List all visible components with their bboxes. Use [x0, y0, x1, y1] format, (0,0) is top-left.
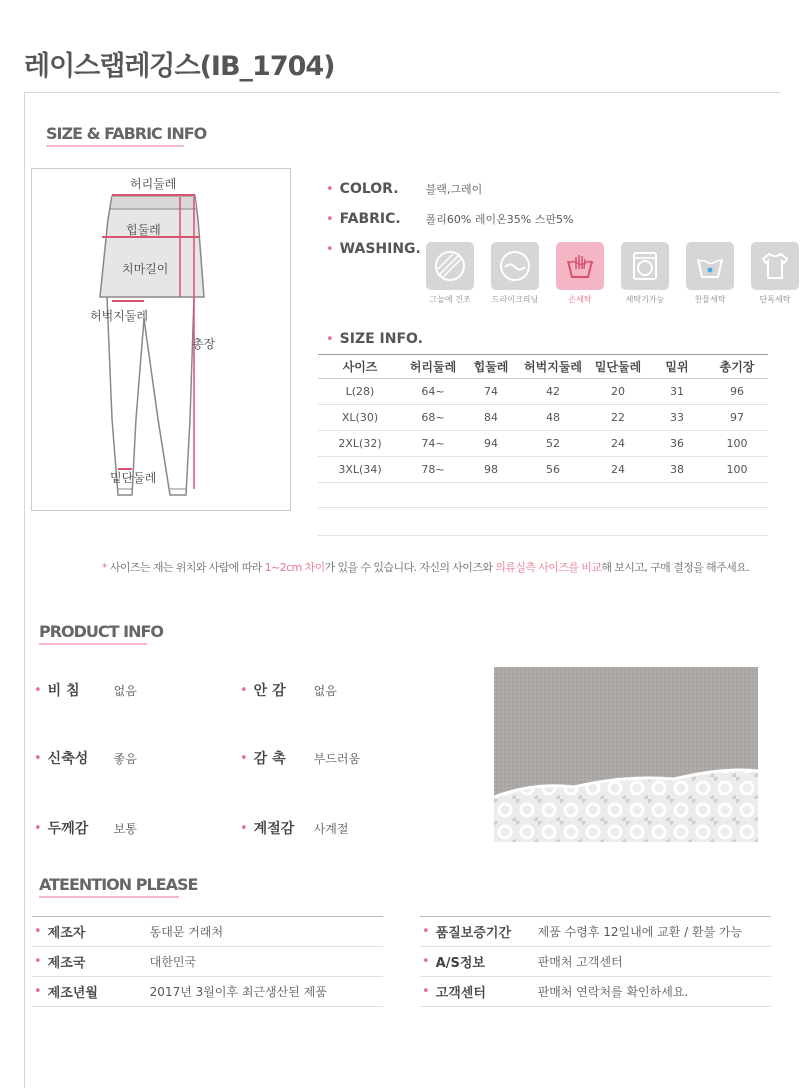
- wash-item: [550, 242, 610, 305]
- product-info-value: 사계절: [313, 821, 349, 836]
- product-info-label: 신축성: [47, 751, 89, 767]
- washing-machine-icon: [621, 242, 669, 290]
- cold-wash-icon: [686, 242, 734, 290]
- separate-wash-icon: [751, 242, 799, 290]
- wash-item: [485, 242, 545, 305]
- table-cell: 36: [648, 431, 706, 457]
- size-info-row: [326, 331, 423, 347]
- wash-item: [615, 242, 675, 305]
- table-header: 총기장: [706, 355, 768, 379]
- attention-row: [420, 947, 771, 977]
- page-title: 레이스랩레깅스(IB_1704): [24, 51, 335, 82]
- washing-row: [326, 241, 421, 257]
- attention-label: 품질보증기간: [435, 926, 512, 941]
- section-title-size-fabric: SIZE & FABRIC INFO: [46, 124, 207, 143]
- attention-left-list: [32, 917, 383, 1007]
- table-cell: 20: [588, 379, 648, 405]
- bullet-icon: •: [326, 331, 334, 347]
- size-note: [102, 559, 749, 575]
- table-cell: 24: [588, 457, 648, 483]
- table-cell: 68~: [402, 405, 464, 431]
- table-cell: 98: [464, 457, 518, 483]
- divider: [24, 92, 25, 1088]
- hip-label: 힙둘레: [126, 223, 161, 237]
- bullet-icon: •: [34, 924, 42, 939]
- thigh-label: 허벅지둘레: [90, 309, 148, 323]
- table-header: 허리둘레: [402, 355, 464, 379]
- attention-value: 동대문 거래처: [149, 925, 224, 939]
- washing-icons: [420, 242, 805, 305]
- bullet-icon: •: [34, 984, 42, 999]
- bullet-icon: •: [34, 682, 42, 698]
- bullet-icon: •: [34, 954, 42, 969]
- attention-value: 판매처 고객센터: [537, 955, 623, 969]
- shade-dry-icon: [426, 242, 474, 290]
- table-cell: 96: [706, 379, 768, 405]
- color-label: COLOR.: [339, 181, 399, 197]
- attention-label: 제조자: [47, 926, 86, 941]
- total-length-label: 총장: [192, 337, 216, 351]
- leggings-illustration: [32, 169, 290, 510]
- table-header: 밑위: [648, 355, 706, 379]
- table-cell: 22: [588, 405, 648, 431]
- product-info-label: 비 침: [47, 683, 80, 699]
- note-text: 해 보시고, 구매 결정을 해주세요.: [601, 561, 750, 574]
- table-cell: L(28): [318, 379, 402, 405]
- product-info-value: 좋음: [113, 751, 137, 766]
- bullet-icon: •: [34, 820, 42, 836]
- waist-label: 허리둘레: [130, 177, 177, 191]
- product-info-value: 부드러움: [313, 751, 361, 766]
- table-cell: 74: [464, 379, 518, 405]
- attention-value: 대한민국: [149, 955, 197, 969]
- product-info-label: 감 촉: [253, 751, 286, 767]
- wash-caption: 드라이크리닝: [491, 295, 539, 304]
- product-info-item: [34, 680, 137, 700]
- table-cell: 31: [648, 379, 706, 405]
- bullet-icon: •: [422, 924, 430, 939]
- table-cell: 64~: [402, 379, 464, 405]
- table-cell: 38: [648, 457, 706, 483]
- wash-caption: 찬물세탁: [694, 295, 726, 304]
- bullet-icon: •: [240, 682, 248, 698]
- bullet-icon: •: [326, 211, 334, 227]
- attention-row: [32, 947, 383, 977]
- attention-row: [420, 977, 771, 1007]
- attention-label: 제조년월: [47, 986, 98, 1001]
- table-row: [318, 379, 768, 405]
- product-info-item: [240, 818, 348, 838]
- skirt-length-label: 치마길이: [122, 262, 169, 276]
- fabric-label: FABRIC.: [339, 211, 401, 227]
- section-underline: [39, 643, 147, 645]
- table-cell: XL(30): [318, 405, 402, 431]
- table-header: 힙둘레: [464, 355, 518, 379]
- note-highlight: 의류실측 사이즈를 비교: [495, 561, 602, 574]
- attention-row: [420, 917, 771, 947]
- attention-value: 제품 수령후 12일내에 교환 / 환불 가능: [537, 925, 743, 939]
- attention-value: 2017년 3월이후 최근생산된 제품: [149, 985, 327, 999]
- note-highlight: 1~2cm 차이: [264, 561, 325, 574]
- size-diagram: [31, 168, 291, 511]
- product-info-item: [240, 748, 360, 768]
- bullet-icon: •: [422, 984, 430, 999]
- divider: [318, 535, 768, 536]
- attention-value: 판매처 연락처를 확인하세요.: [537, 985, 689, 999]
- size-info-label: SIZE INFO.: [339, 331, 423, 347]
- section-title-product-info: PRODUCT INFO: [39, 622, 164, 641]
- divider: [24, 92, 780, 93]
- bullet-icon: •: [326, 181, 334, 197]
- divider: [318, 507, 768, 508]
- color-value: 블랙,그레이: [425, 183, 483, 196]
- table-header-row: [318, 355, 768, 379]
- table-cell: 42: [518, 379, 588, 405]
- product-info-item: [240, 680, 337, 700]
- attention-label: A/S정보: [435, 956, 485, 971]
- table-cell: 2XL(32): [318, 431, 402, 457]
- product-info-value: 없음: [113, 683, 137, 698]
- washing-label: WASHING.: [339, 241, 421, 257]
- table-cell: 78~: [402, 457, 464, 483]
- table-cell: 97: [706, 405, 768, 431]
- wash-caption: 손세탁: [568, 295, 592, 304]
- attention-right-list: [420, 917, 771, 1007]
- table-cell: 52: [518, 431, 588, 457]
- fabric-photo: [494, 667, 758, 842]
- table-row: [318, 405, 768, 431]
- table-cell: 100: [706, 457, 768, 483]
- bullet-icon: •: [422, 954, 430, 969]
- section-underline: [46, 145, 184, 147]
- product-info-value: 없음: [313, 683, 337, 698]
- table-cell: 24: [588, 431, 648, 457]
- product-info-item: [34, 818, 137, 838]
- note-star: *: [102, 561, 107, 574]
- note-text: 가 있을 수 있습니다. 자신의 사이즈와: [324, 561, 496, 574]
- attention-row: [32, 917, 383, 947]
- attention-label: 고객센터: [435, 986, 486, 1001]
- table-cell: 33: [648, 405, 706, 431]
- table-cell: 84: [464, 405, 518, 431]
- product-info-label: 두께감: [47, 821, 89, 837]
- fabric-row: [326, 211, 573, 227]
- fabric-value: 폴리60% 레이온35% 스판5%: [425, 213, 574, 226]
- attention-row: [32, 977, 383, 1007]
- section-underline: [39, 896, 179, 898]
- product-info-label: 계절감: [253, 821, 295, 837]
- wash-caption: 그늘에 건조: [429, 295, 471, 304]
- table-cell: 74~: [402, 431, 464, 457]
- attention-label: 제조국: [47, 956, 86, 971]
- product-info-label: 안 감: [253, 683, 286, 699]
- wash-item: [420, 242, 480, 305]
- wash-caption: 단독세탁: [759, 295, 791, 304]
- product-info-item: [34, 748, 137, 768]
- dry-clean-icon: [491, 242, 539, 290]
- wash-item: [745, 242, 805, 305]
- table-cell: 94: [464, 431, 518, 457]
- size-table: [318, 354, 768, 483]
- table-cell: 56: [518, 457, 588, 483]
- note-text: 사이즈는 재는 위치와 사람에 따라: [109, 561, 265, 574]
- table-row: [318, 457, 768, 483]
- table-cell: 100: [706, 431, 768, 457]
- bullet-icon: •: [240, 820, 248, 836]
- table-row: [318, 431, 768, 457]
- hand-wash-icon: [556, 242, 604, 290]
- color-row: [326, 181, 482, 197]
- bullet-icon: •: [240, 750, 248, 766]
- table-header: 허벅지둘레: [518, 355, 588, 379]
- table-header: 밑단둘레: [588, 355, 648, 379]
- table-header: 사이즈: [318, 355, 402, 379]
- bullet-icon: •: [326, 241, 334, 257]
- wash-caption: 세탁기가능: [625, 295, 665, 304]
- bullet-icon: •: [34, 750, 42, 766]
- table-cell: 3XL(34): [318, 457, 402, 483]
- hem-label: 밑단둘레: [110, 471, 157, 485]
- section-title-attention: ATEENTION PLEASE: [39, 875, 198, 894]
- product-info-value: 보통: [113, 821, 137, 836]
- wash-item: [680, 242, 740, 305]
- table-cell: 48: [518, 405, 588, 431]
